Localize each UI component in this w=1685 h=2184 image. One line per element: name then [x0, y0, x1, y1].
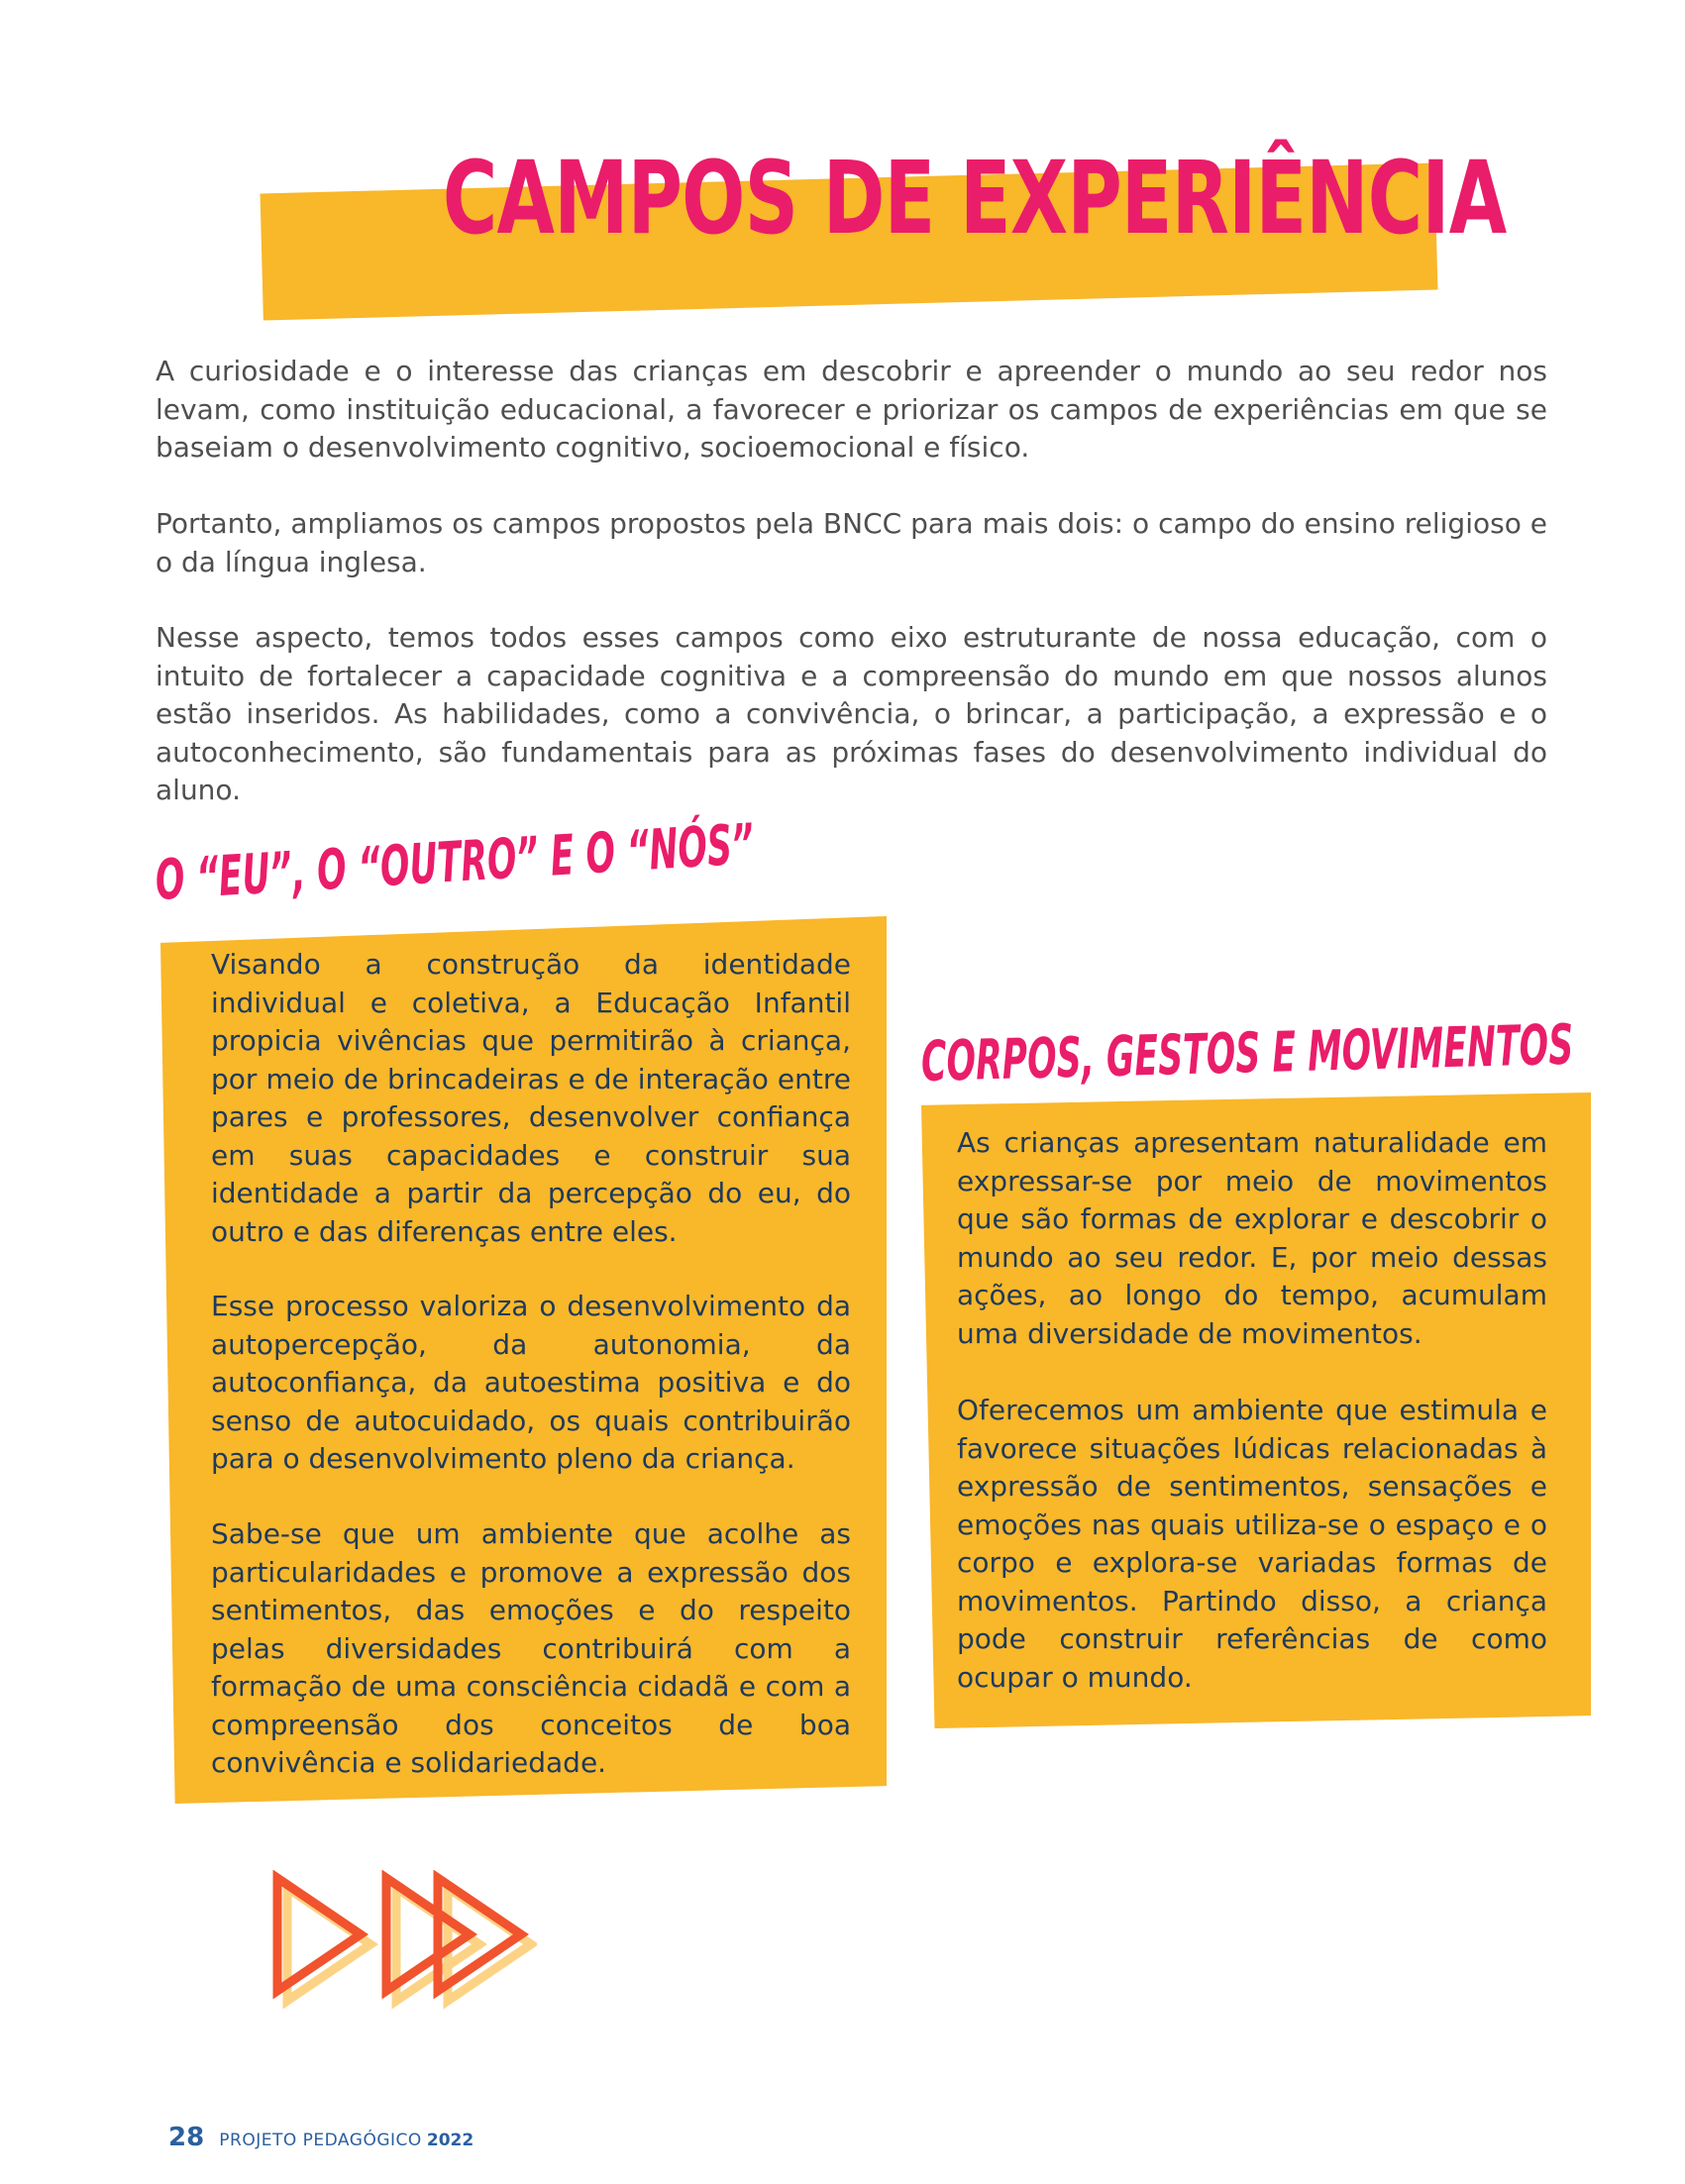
- page-footer: [168, 2123, 474, 2152]
- footer-year: 2022: [426, 2131, 474, 2150]
- intro-paragraph-1: A curiosidade e o interesse das crianças em descobrir e apreender o mundo ao seu redor nos levam, como instituição educacional, a favorecer e priorizar os campos de experiências em que se baseiam o desenvolvimento cognitivo, socioemocional e físico.: [156, 355, 1547, 464]
- page-number: 28: [168, 2123, 205, 2152]
- triple-triangle-arrows-icon: [269, 1870, 537, 2019]
- footer-label: PROJETO PEDAGÓGICO: [219, 2131, 422, 2150]
- section-title-eu-outro-nos: O “EU”, O “OUTRO” E O “NÓS”: [153, 812, 757, 913]
- eu-paragraph-2: Esse processo valoriza o desenvolvimento da autopercepção, da autonomia, da autoconfiança, da autoestima positiva e do senso de autocuidado, os quais contribuirão para o desenvolvimento pleno da criança.: [211, 1290, 851, 1475]
- eu-paragraph-3: Sabe-se que um ambiente que acolhe as particularidades e promove a expressão dos sentimentos, das emoções e do respeito pelas diversidades contribuirá com a formação de uma consciência cidadã e com a compreensão dos conceitos de boa convivência e solidariedade.: [211, 1517, 851, 1779]
- corpos-paragraph-1: As crianças apresentam naturalidade em expressar-se por meio de movimentos que são formas de explorar e descobrir o mundo ao seu redor. E, por meio dessas ações, ao longo do tempo, acumulam uma diversidade de movimentos.: [957, 1126, 1547, 1350]
- intro-paragraph-3: Nesse aspecto, temos todos esses campos como eixo estruturante de nossa educação, com o intuito de fortalecer a capacidade cognitiva e a compreensão do mundo em que nossos alunos estão inseridos. As habilidades, como a convivência, o brincar, a participação, a expressão e o autoconhecimento, são fundamentais para as próximas fases do desenvolvimento individual do aluno.: [156, 621, 1547, 806]
- section-title-corpos-gestos: CORPOS, GESTOS E MOVIMENTOS: [920, 1012, 1575, 1094]
- eu-paragraph-1: Visando a construção da identidade individual e coletiva, a Educação Infantil propicia vivências que permitirão à criança, por meio de brincadeiras e de interação entre pares e professores, desenvolver confiança em suas capacidades e construir sua identidade a partir da percepção do eu, do outro e das diferenças entre eles.: [211, 948, 851, 1248]
- intro-paragraph-2: Portanto, ampliamos os campos propostos pela BNCC para mais dois: o campo do ensino religioso e o da língua inglesa.: [156, 507, 1547, 578]
- page-title: CAMPOS DE EXPERIÊNCIA: [442, 140, 1507, 258]
- corpos-paragraph-2: Oferecemos um ambiente que estimula e favorece situações lúdicas relacionadas à expressão de sentimentos, sensações e emoções nas quais utiliza-se o espaço e o corpo e explora-se variadas formas de movimentos. Partindo disso, a criança pode construir referências de como ocupar o mundo.: [957, 1394, 1547, 1694]
